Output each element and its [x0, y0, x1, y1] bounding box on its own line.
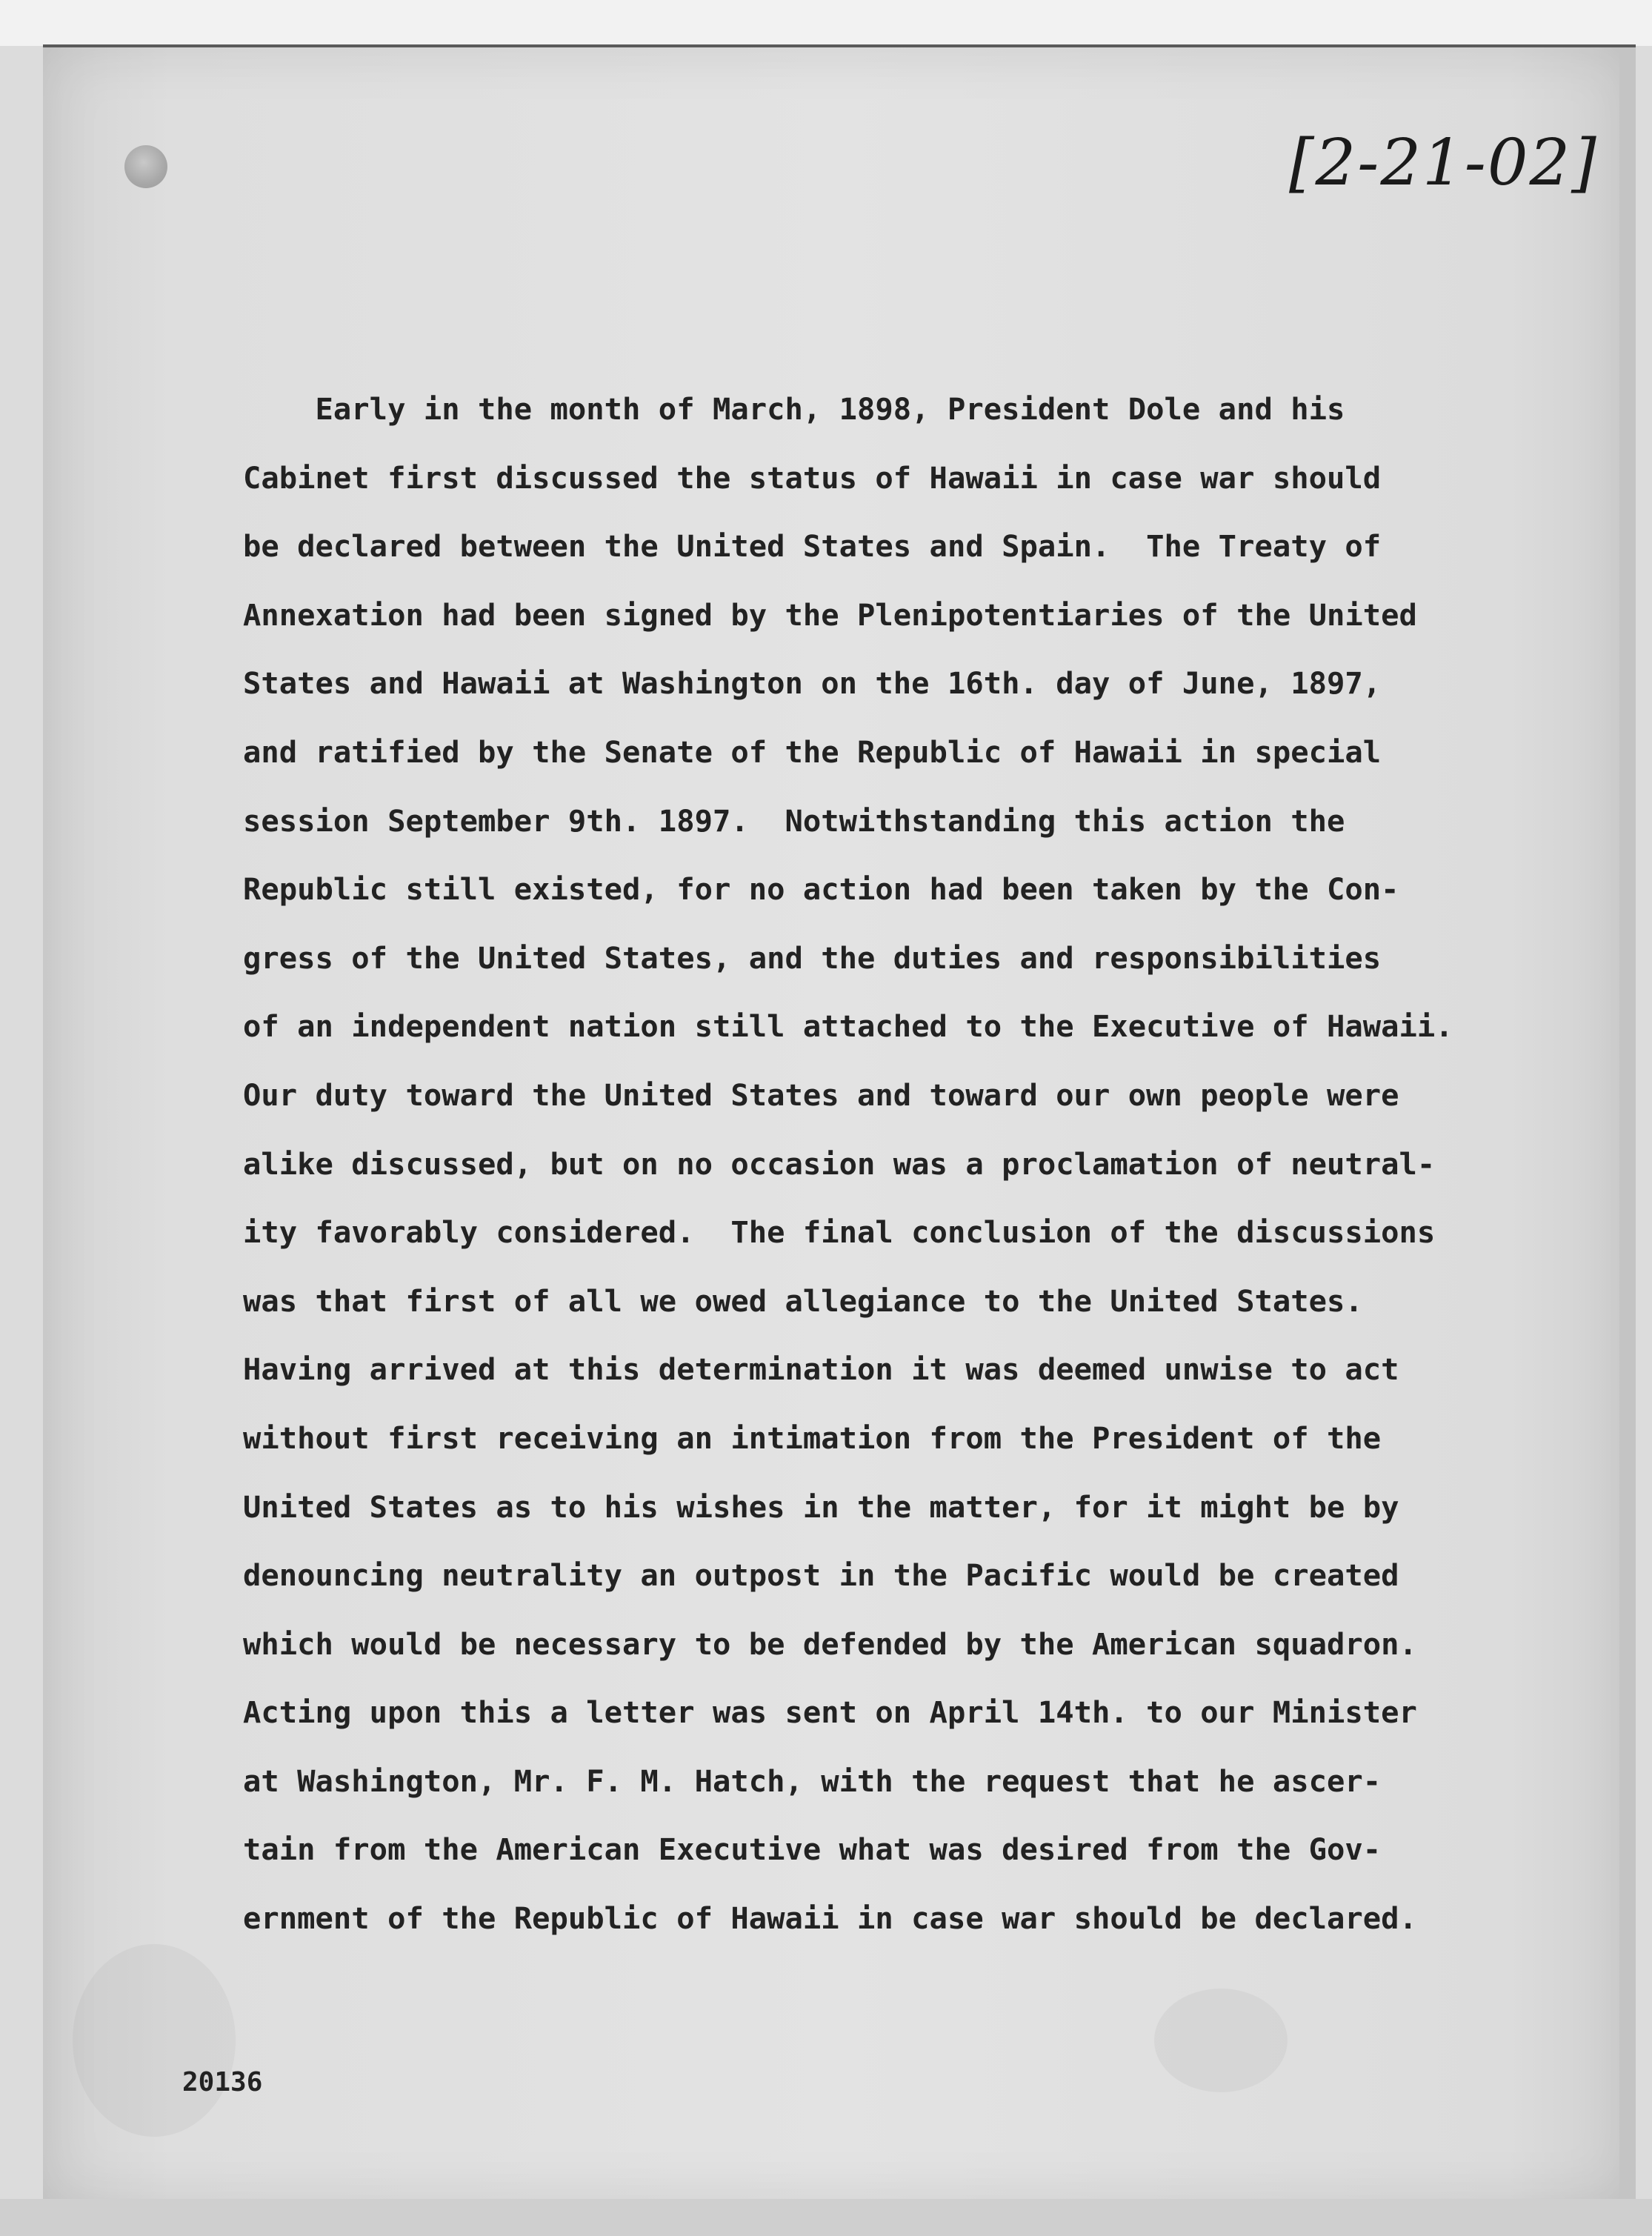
page-number: 20136 [182, 2067, 263, 2097]
text-line: Having arrived at this determination it was deemed unwise to act [243, 1351, 1399, 1388]
text-line: Cabinet first discussed the status of Hawaii in case war should [243, 459, 1382, 496]
text-line: was that first of all we owed allegiance to the United States. [243, 1282, 1363, 1319]
text-line: Republic still existed, for no action had been taken by the Con- [243, 871, 1399, 908]
text-line: without first receiving an intimation from the President of the [243, 1420, 1382, 1456]
text-line: gress of the United States, and the duties and responsibilities [243, 939, 1382, 976]
text-line: States and Hawaii at Washington on the 16th. day of June, 1897, [243, 665, 1382, 702]
text-line: be declared between the United States and Spain. The Treaty of [243, 528, 1382, 565]
text-line: ity favorably considered. The final conclusion of the discussions [243, 1214, 1436, 1251]
text-line: which would be necessary to be defended by the American squadron. [243, 1626, 1417, 1662]
punch-hole [124, 145, 167, 188]
body-paragraph [243, 375, 1576, 1953]
text-line: Our duty toward the United States and toward our own people were [243, 1077, 1399, 1113]
text-line: Annexation had been signed by the Plenipotentiaries of the United [243, 596, 1417, 633]
scan-bottom-margin [0, 2199, 1652, 2236]
text-line: and ratified by the Senate of the Republic of Hawaii in special [243, 733, 1382, 770]
paper-smudge [73, 1944, 236, 2137]
text-line: United States as to his wishes in the matter, for it might be by [243, 1488, 1399, 1525]
text-line: of an independent nation still attached to the Executive of Hawaii. [243, 1008, 1453, 1045]
text-line: at Washington, Mr. F. M. Hatch, with the request that he ascer- [243, 1763, 1382, 1799]
page-edge-shadow [1619, 47, 1636, 2203]
handwritten-date-annotation: [2-21-02] [1289, 126, 1598, 200]
text-line: session September 9th. 1897. Notwithstanding this action the [243, 802, 1345, 839]
text-line: denouncing neutrality an outpost in the Pacific would be created [243, 1557, 1399, 1594]
text-line: Acting upon this a letter was sent on April 14th. to our Minister [243, 1694, 1417, 1731]
text-line: ernment of the Republic of Hawaii in case war should be declared. [243, 1900, 1417, 1937]
paper-smudge [1154, 1989, 1288, 2092]
scan-top-margin [0, 0, 1652, 46]
text-line: Early in the month of March, 1898, President Dole and his [243, 391, 1345, 427]
text-line: alike discussed, but on no occasion was a proclamation of neutral- [243, 1145, 1436, 1182]
text-line: tain from the American Executive what was desired from the Gov- [243, 1831, 1382, 1868]
